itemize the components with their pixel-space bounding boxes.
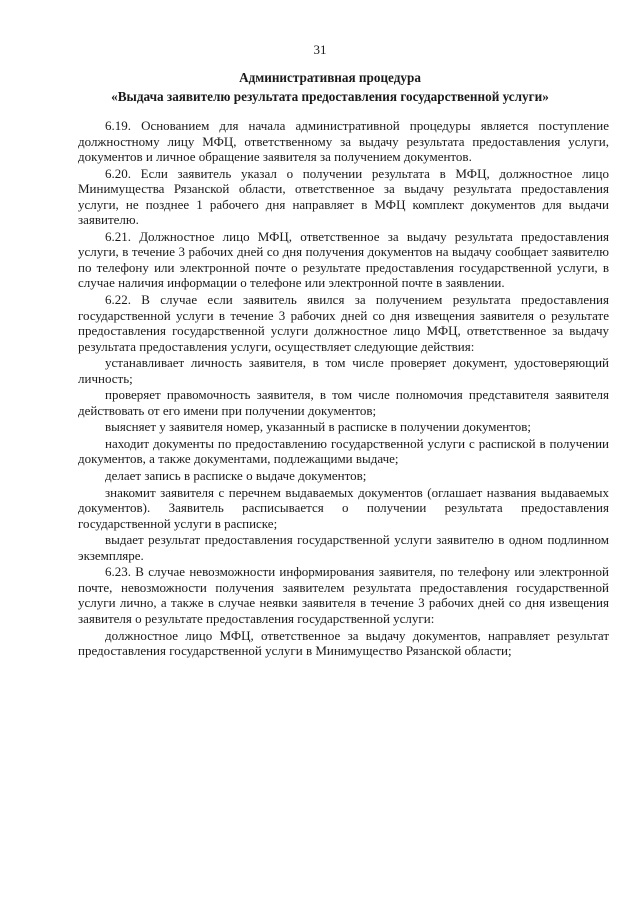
paragraph-6-23: 6.23. В случае невозможности информирования заявителя, по телефону или электронной почте, невозможности получения заявителем результата предоставления государственной услуги лично, а также в случае неявки заявителя в течение 3 рабочих дней со дня извещения заявителя о результате предоставления государственной услуги: (78, 564, 609, 626)
document-body (78, 118, 609, 659)
section-title-line-1: Административная процедура (239, 70, 421, 85)
list-item-identity: устанавливает личность заявителя, в том числе проверяет документ, удостоверяющий личность; (78, 355, 609, 386)
list-item-authority: проверяет правомочность заявителя, в том числе полномочия представителя заявителя действовать от его имени при получении документов; (78, 387, 609, 418)
list-item-find-documents: находит документы по предоставлению государственной услуги с распиской в получении документов, а также документами, подлежащими выдаче; (78, 435, 609, 467)
paragraph-6-21: 6.21. Должностное лицо МФЦ, ответственное за выдачу результата предоставления услуги, в течение 3 рабочих дней со дня получения документов на выдачу сообщает заявителю по телефону или электронной почте о результате предоставления государственной услуги, в случае наличия информации о телефоне или электронной почте в заявлении. (78, 228, 609, 291)
section-title-line-2: «Выдача заявителю результата предоставления государственной услуги» (111, 89, 549, 104)
list-item-issue: выдает результат предоставления государственной услуги заявителю в одном подлинном экземпляре. (78, 532, 609, 563)
paragraph-6-20: 6.20. Если заявитель указал о получении результата в МФЦ, должностное лицо Минимущества Рязанской области, ответственное за выдачу результата предоставления услуги, не позднее 1 рабочего дня направляет в МФЦ комплект документов для выдачи заявителю. (78, 165, 609, 228)
section-title (60, 68, 600, 106)
list-item-record: делает запись в расписке о выдаче документов; (105, 468, 367, 484)
paragraph-6-22: 6.22. В случае если заявитель явился за получением результата предоставления государственной услуги в течение 3 рабочих дней со дня извещения заявителя о результате предоставления государственной услуги должностное лицо МФЦ, ответственное за выдачу результата предоставления услуги, осуществляет следующие действия: (78, 292, 609, 354)
list-item-receipt-number: выясняет у заявителя номер, указанный в расписке в получении документов; (105, 419, 532, 435)
paragraph-6-19: 6.19. Основанием для начала административной процедуры является поступление должностному лицу МФЦ, ответственному за выдачу результата предоставления услуги, документов и личное обращение заявителя за получением документов. (78, 118, 609, 165)
list-item-return: должностное лицо МФЦ, ответственное за выдачу документов, направляет результат предоставления государственной услуги в Минимущество Рязанской области; (78, 627, 609, 659)
list-item-acquaint: знакомит заявителя с перечнем выдаваемых документов (оглашает названия выдаваемых документов). Заявитель расписывается о получении результата предоставления государственной услуги в расписке; (78, 484, 609, 531)
page-number: 31 (313, 42, 327, 57)
